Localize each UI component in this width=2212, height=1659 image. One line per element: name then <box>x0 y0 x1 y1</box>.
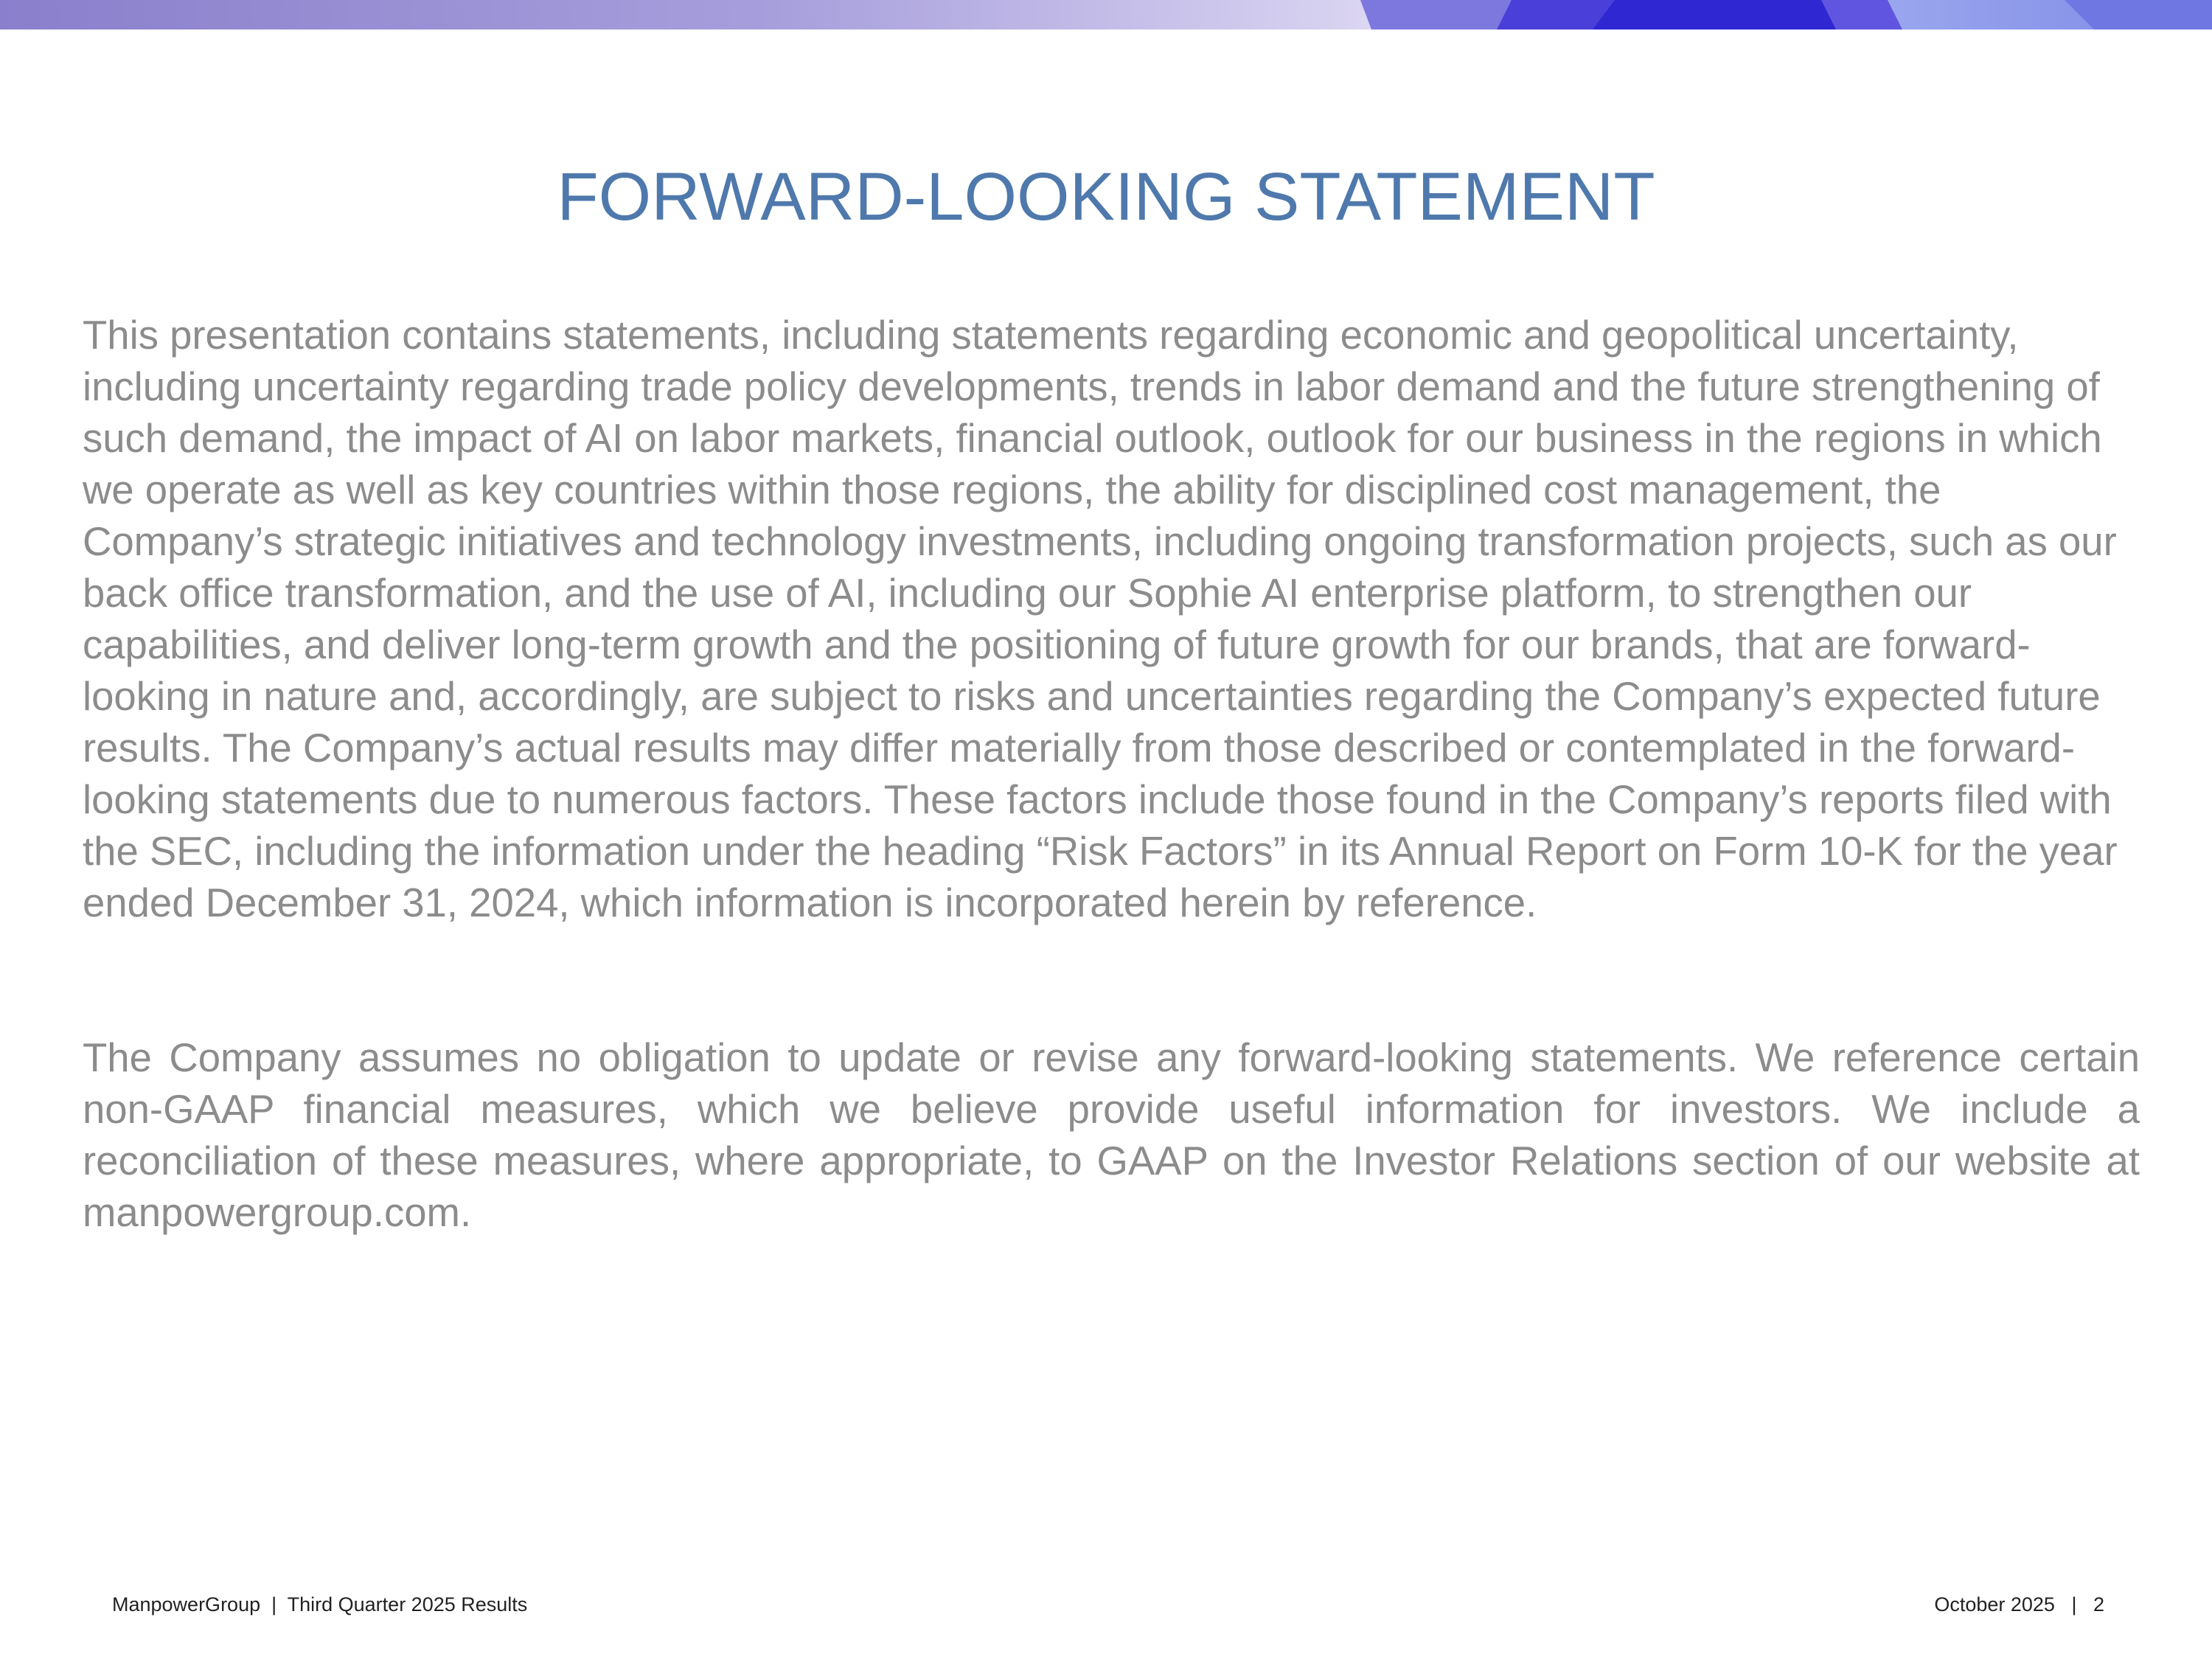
footer-company-label: ManpowerGroup | Third Quarter 2025 Results <box>112 1593 528 1615</box>
footer-date-page: October 2025 | 2 <box>1934 1593 2104 1615</box>
disclaimer-paragraph: The Company assumes no obligation to update or revise any forward-looking statements. We reference certain non-GAAP financial measures, which we believe provide useful information for investors. We include a reconciliation of these measures, where appropriate, to GAAP on the Investor Relations section of our website at manpowergroup.com. <box>83 1035 2140 1235</box>
top-decorative-band <box>0 0 2212 29</box>
slide-title: FORWARD-LOOKING STATEMENT <box>557 159 1655 234</box>
forward-looking-paragraph: This presentation contains statements, including statements regarding economic and geopolitical uncertainty, including uncertainty regarding trade policy developments, trends in labor demand and the future strengthening of such demand, the impact of AI on labor markets, financial outlook, outlook for our business in the regions in which we operate as well as key countries within those regions, the ability for disciplined cost management, the Company’s strategic initiatives and technology investments, including ongoing transformation projects, such as our back office transformation, and the use of AI, including our Sophie AI enterprise platform, to strengthen our capabilities, and deliver long-term growth and the positioning of future growth for our brands, that are forward-looking in nature and, accordingly, are subject to risks and uncertainties regarding the Company’s expected future results. The Company’s actual results may differ materially from those described or contemplated in the forward-looking statements due to numerous factors. These factors include those found in the Company’s reports filed with the SEC, including the information under the heading “Risk Factors” in its Annual Report on Form 10-K for the year ended December 31, 2024, which information is incorporated herein by reference. <box>83 313 2118 925</box>
